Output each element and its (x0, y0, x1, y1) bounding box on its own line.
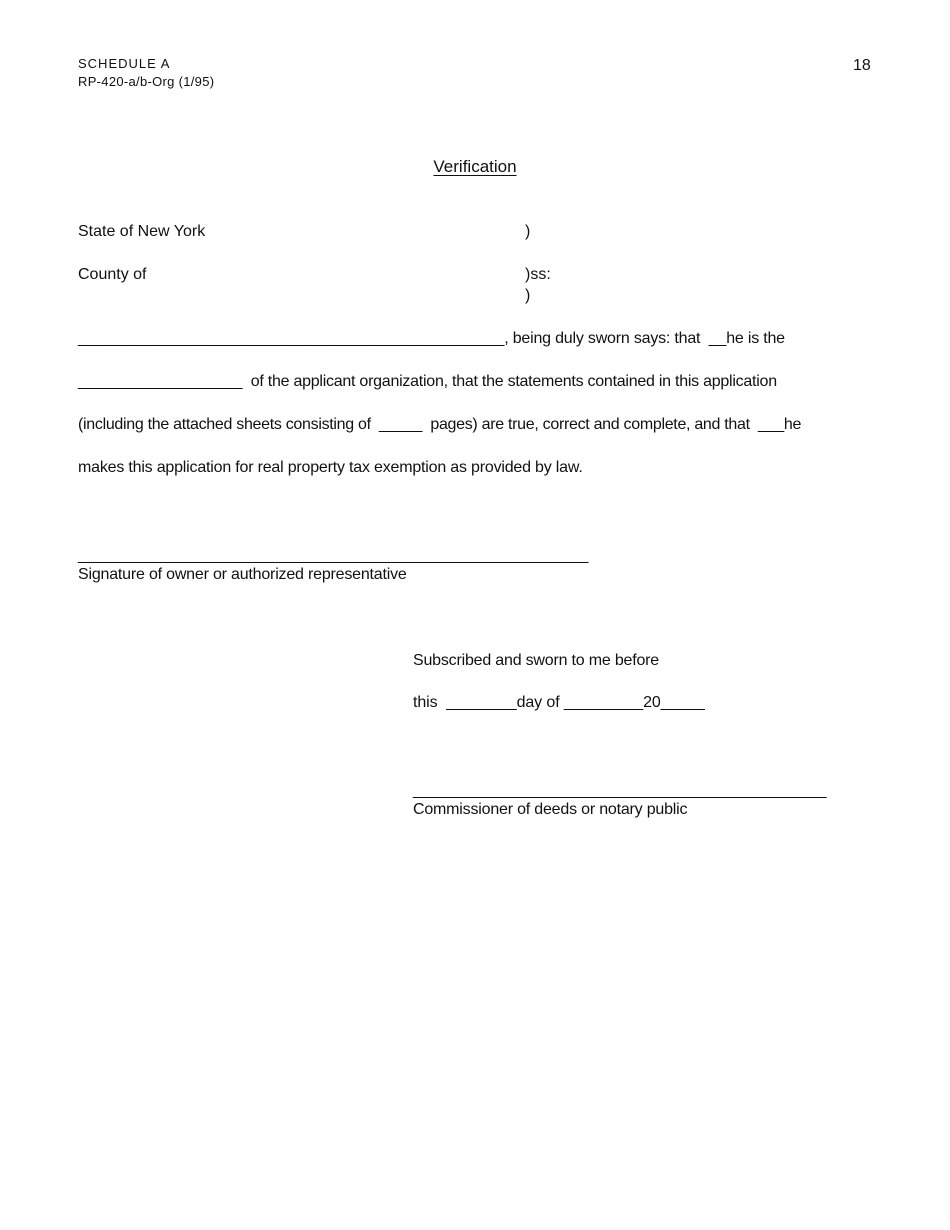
page-number: 18 (853, 57, 871, 74)
county-paren: )ss: (525, 266, 551, 283)
closing-paren: ) (525, 287, 531, 304)
state-label: State of New York (78, 223, 206, 240)
notary-signature-line: _______________________________________________ (413, 782, 827, 799)
signature-line: __________________________________________________________ (78, 547, 589, 564)
statement-line-2: ___________________ of the applicant organization, that the statements contained in this application (78, 373, 777, 390)
statement-line-3: (including the attached sheets consisting of _____ pages) are true, correct and complete, and that ___he (78, 416, 802, 433)
notary-subscribed: Subscribed and sworn to me before (413, 652, 659, 669)
statement-line-4: makes this application for real property tax exemption as provided by law. (78, 459, 583, 476)
schedule-label: SCHEDULE A (78, 56, 171, 71)
notary-label: Commissioner of deeds or notary public (413, 801, 688, 818)
state-paren: ) (525, 223, 531, 240)
signature-label: Signature of owner or authorized representative (78, 566, 407, 583)
form-code: RP-420-a/b-Org (1/95) (78, 74, 215, 89)
statement-line-1: _________________________________________________, being duly sworn says: that __he is the (78, 330, 785, 347)
page-title: Verification (433, 157, 517, 176)
county-label: County of (78, 266, 147, 283)
notary-date-line: this ________day of _________20_____ (413, 694, 705, 711)
